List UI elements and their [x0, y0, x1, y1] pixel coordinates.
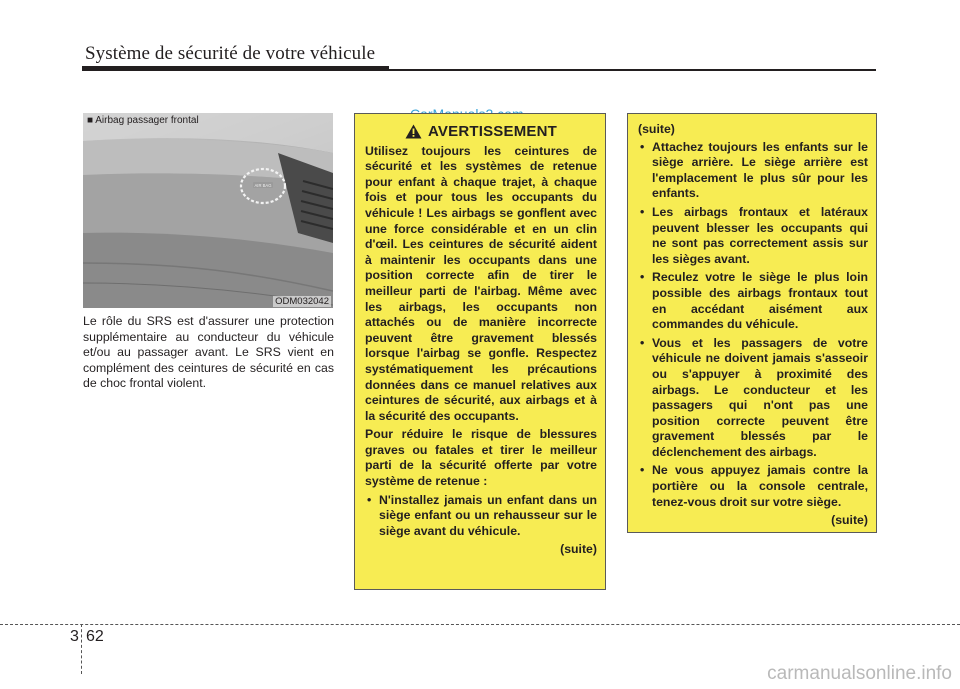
footer-vertical-divider: [81, 624, 82, 674]
panel-airbag-label: AIR BAG: [254, 183, 272, 188]
continued-label: (suite): [560, 542, 597, 557]
airbag-photo: [83, 113, 333, 308]
dashboard-illustration: [83, 113, 333, 308]
body-paragraph: Le rôle du SRS est d'assurer une protection supplémentaire au conducteur du véhicule et/ou au passager avant. Le SRS vient en complément des ceintures de sécurité en cas de choc frontal violent.: [83, 314, 334, 391]
list-item: • Reculez votre le siège le plus loin possible des airbags frontaux tout en accédant aisément aux commandes du véhicule.: [640, 270, 868, 332]
warning-bullet-list: [638, 140, 868, 511]
warning-bullet-list: [365, 493, 597, 540]
warning-box-right: [627, 113, 877, 533]
list-item: • N'installez jamais un enfant dans un siège enfant ou un rehausseur sur le siège avant du véhicule.: [367, 492, 597, 538]
list-item: • Attachez toujours les enfants sur le siège arrière. Le siège arrière est l'emplacement le plus sûr pour les enfants.: [640, 139, 868, 201]
section-number: 3: [70, 628, 79, 645]
watermark-bottom[interactable]: carmanualsonline.info: [767, 663, 952, 684]
page-header-title: Système de sécurité de votre véhicule: [85, 43, 376, 64]
continued-top-label: (suite): [638, 122, 675, 136]
page-number: 62: [86, 628, 104, 645]
list-item: • Vous et les passagers de votre véhicule ne doivent jamais s'asseoir ou s'appuyer à proximité des airbags. Le conducteur et les passagers qui n'ont pas une position correcte peuvent être gravement blessés par le déclenchement des airbags.: [640, 335, 868, 459]
warning-paragraph: Utilisez toujours les ceintures de sécurité et les systèmes de retenue pour enfant à chaque trajet, à chaque fois et pour tous les occupants du véhicule ! Les airbags se gonflent avec une force considérable et en un clin d'œil. Les ceintures de sécurité aident à maintenir les occupants dans une position correcte afin de tirer le meilleur parti de l'airbag. Même avec les airbags, les occupants non attachés ou de manière incorrecte peuvent être gravement blessés lorsque l'airbag se gonfle. Respectez systématiquement les précautions données dans ce manuel relatives aux ceintures de sécurité, aux airbags et à la sécurité des occupants.: [365, 143, 597, 423]
figure-caption: ■ Airbag passager frontal: [87, 115, 199, 126]
warning-box-left: [354, 113, 606, 590]
warning-title: AVERTISSEMENT: [427, 123, 557, 140]
warning-triangle-icon: [405, 124, 422, 139]
footer-divider: [0, 624, 960, 625]
continued-label: (suite): [831, 513, 868, 528]
header-rule-thick: [82, 66, 389, 71]
list-item: • Les airbags frontaux et latéraux peuvent blesser les occupants qui ne sont pas correctement assis sur les sièges avant.: [640, 204, 868, 266]
list-item: • Ne vous appuyez jamais contre la portière ou la console centrale, tenez-vous droit sur votre siège.: [640, 463, 868, 509]
warning-paragraph: Pour réduire le risque de blessures graves ou fatales et tirer le meilleur parti de la sécurité offerte par votre système de retenue :: [365, 427, 597, 489]
figure-code: ODM032042: [275, 296, 329, 307]
warning-header: [365, 124, 597, 140]
header-rule-thin: [389, 69, 876, 71]
